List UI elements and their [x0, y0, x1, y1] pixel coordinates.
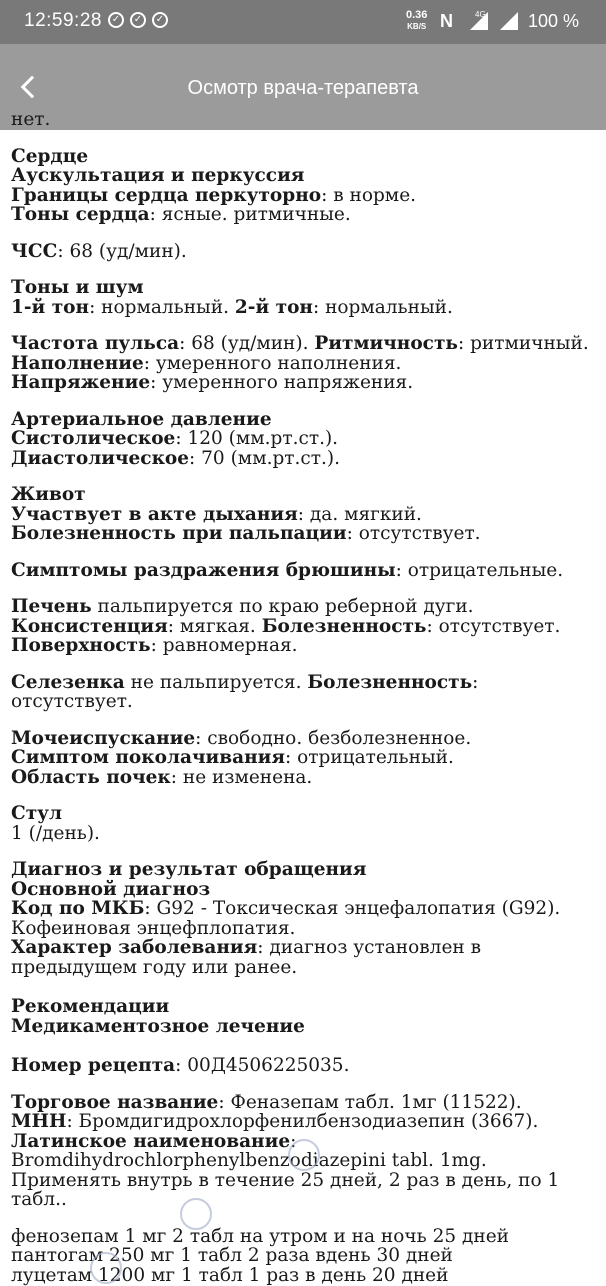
- text-line: нет.: [11, 109, 51, 130]
- subsection-title: Артериальное давление: [11, 408, 272, 430]
- field-line: 1-й тон: нормальный. 2-й тон: нормальный.: [11, 296, 453, 318]
- subsection-title: Тоны и шум: [11, 277, 144, 298]
- clock: 12:59:28: [24, 10, 102, 31]
- field-line: МНН: Бромдигидрохлорфенилбензодиазепин (3667).: [11, 1111, 539, 1132]
- touch-indicator: [288, 1139, 320, 1171]
- subsection-title: Аускультация и перкуссия: [11, 165, 305, 186]
- field-line: Консистенция: мягкая. Болезненность: отсутствует.: [11, 615, 561, 637]
- text-line: табл..: [11, 1189, 67, 1210]
- exam-document: [11, 110, 596, 1285]
- subsection-title: Медикаментозное лечение: [11, 1015, 305, 1037]
- wifi-signal-icon: [500, 12, 518, 30]
- check-circle-icon: ✓: [130, 12, 146, 28]
- field-line: Напряжение: умеренного напряжения.: [11, 372, 414, 393]
- field-line: Границы сердца перкуторно: в норме.: [11, 184, 417, 206]
- field-line: Симптомы раздражения брюшины: отрицательные.: [11, 559, 564, 581]
- field-line: Наполнение: умеренного наполнения.: [11, 352, 402, 374]
- text-line: пантогам 250 мг 1 табл 2 раза вдень 30 дней: [11, 1245, 453, 1266]
- check-circle-icon: ✓: [152, 12, 168, 28]
- field-line: Печень пальпируется по краю реберной дуги.: [11, 596, 474, 617]
- notification-icons: [108, 12, 168, 28]
- field-line: Тоны сердца: ясные. ритмичные.: [11, 204, 351, 225]
- text-line: Bromdihydrochlorphenylbenzodiazepini tabl. 1mg.: [11, 1150, 487, 1171]
- section-diagnosis-title: Диагноз и результат обращения: [11, 859, 367, 880]
- field-line: Селезенка не пальпируется. Болезненность: отсутствует.: [11, 671, 479, 712]
- network-speed: 0.36 KB/S: [406, 9, 428, 31]
- text-line: Применять внутрь в течение 25 дней, 2 раз в день, по 1: [11, 1169, 560, 1191]
- field-line: Симптом поколачивания: отрицательный.: [11, 747, 454, 768]
- text-line: фенозепам 1 мг 2 табл на утром и на ночь 25 дней: [11, 1225, 510, 1247]
- field-line: Код по МКБ: G92 - Токсическая энцефалопатия (G92).: [11, 898, 561, 919]
- field-line: Характер заболевания: диагноз установлен в: [11, 937, 482, 958]
- field-line: Область почек: не изменена.: [11, 766, 313, 788]
- field-line: Систолическое: 120 (мм.рт.ст.).: [11, 428, 339, 449]
- nfc-icon: N: [440, 11, 453, 31]
- field-line: Торговое название: Феназепам табл. 1мг (11522).: [11, 1091, 522, 1113]
- field-line: Латинское наименование:: [11, 1130, 297, 1152]
- status-bar: [0, 0, 606, 44]
- field-line: Частота пульса: 68 (уд/мин). Ритмичность: ритмичный.: [11, 333, 589, 354]
- field-line: Номер рецепта: 00Д4506225035.: [11, 1055, 350, 1076]
- lte-icon: 4G: [475, 10, 486, 19]
- field-line: Болезненность при пальпации: отсутствует.: [11, 523, 481, 544]
- section-recommendations-title: Рекомендации: [11, 996, 170, 1017]
- field-line: Диастолическое: 70 (мм.рт.ст.).: [11, 447, 340, 469]
- field-line: Участвует в акте дыхания: да. мягкий.: [11, 503, 422, 525]
- text-line: предыдущем году или ранее.: [11, 956, 298, 978]
- battery-level: 100 %: [528, 11, 580, 31]
- field-line: Поверхность: равномерная.: [11, 635, 298, 656]
- touch-indicator: [180, 1198, 212, 1230]
- section-stool-title: Стул: [11, 803, 63, 824]
- text-line: 1 (/день).: [11, 822, 100, 844]
- section-abdomen-title: Живот: [11, 484, 86, 505]
- field-line: Мочеиспускание: свободно. безболезненное.: [11, 727, 472, 749]
- field-line: ЧСС: 68 (уд/мин).: [11, 240, 187, 262]
- subsection-title: Основной диагноз: [11, 878, 211, 900]
- text-line: Кофеиновая энцефплопатия.: [11, 917, 296, 939]
- check-circle-icon: ✓: [108, 12, 124, 28]
- page-title: Осмотр врача-терапевта: [187, 77, 419, 99]
- section-heart-title: Сердце: [11, 145, 89, 167]
- touch-indicator: [90, 1252, 122, 1284]
- text-line: луцетам 1200 мг 1 табл 1 раз в день 20 дней: [11, 1264, 449, 1286]
